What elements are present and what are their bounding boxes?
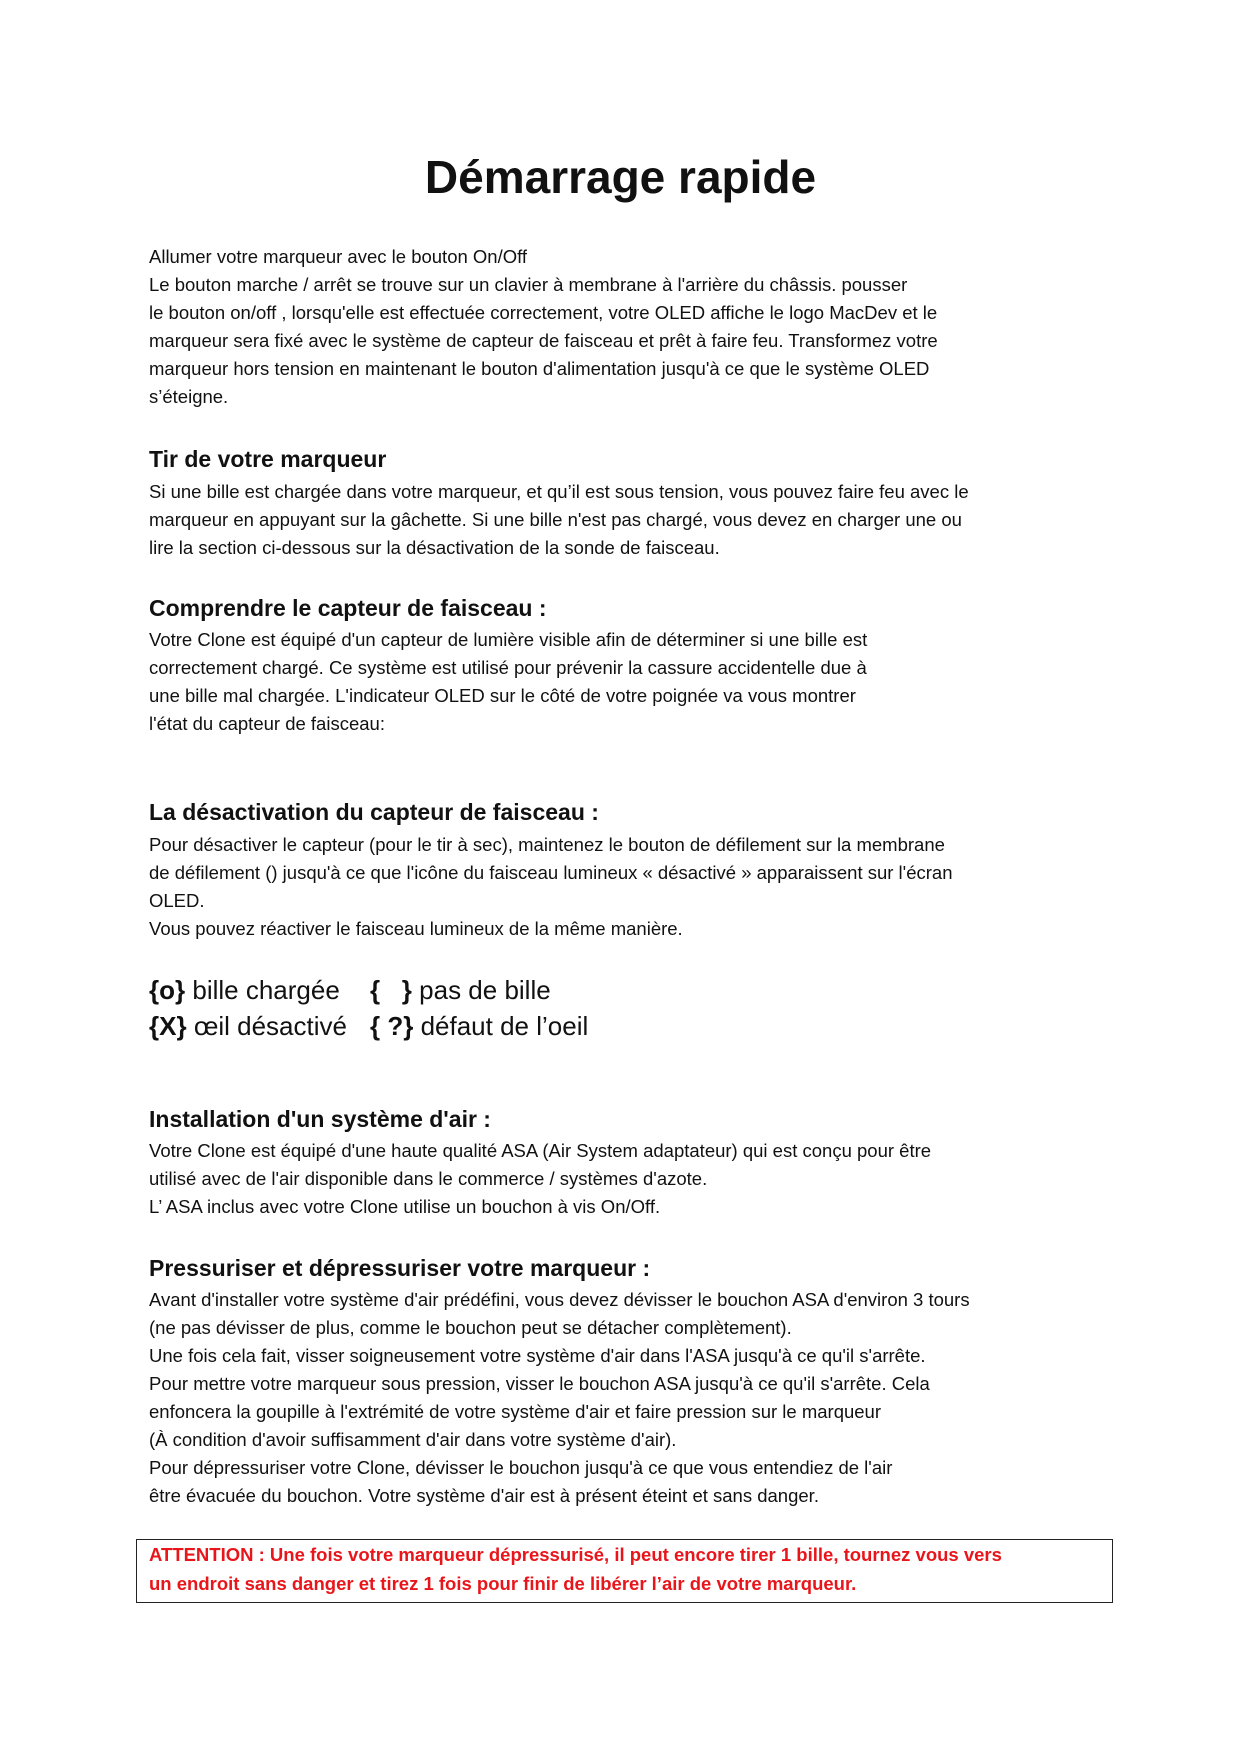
text-line: correctement chargé. Ce système est utilisé pour prévenir la cassure accidentelle due à <box>149 657 867 678</box>
legend-symbol: {X} <box>149 1011 187 1041</box>
text-line: Pour mettre votre marqueur sous pression, visser le bouchon ASA jusqu'à ce qu'il s'arrête. Cela <box>149 1373 930 1394</box>
legend-row <box>370 1008 588 1044</box>
text-line: (À condition d'avoir suffisamment d'air dans votre système d'air). <box>149 1429 677 1450</box>
attention-box <box>136 1539 1113 1603</box>
legend-symbol: { ?} <box>370 1011 414 1041</box>
legend-label: bille chargée <box>192 975 340 1005</box>
section-paragraph <box>149 831 952 943</box>
text-line: l'état du capteur de faisceau: <box>149 713 385 734</box>
text-line: lire la section ci-dessous sur la désactivation de la sonde de faisceau. <box>149 537 720 558</box>
text-line: utilisé avec de l'air disponible dans le commerce / systèmes d'azote. <box>149 1168 708 1189</box>
section-heading: Comprendre le capteur de faisceau : <box>149 595 547 621</box>
attention-line: ATTENTION : Une fois votre marqueur dépressurisé, il peut encore tirer 1 bille, tournez vous vers <box>149 1544 1002 1565</box>
text-line: L’ ASA inclus avec votre Clone utilise un bouchon à vis On/Off. <box>149 1196 661 1217</box>
legend-row <box>149 972 340 1008</box>
text-line: OLED. <box>149 890 205 911</box>
text-line: enfoncera la goupille à l'extrémité de votre système d'air et faire pression sur le marqueur <box>149 1401 882 1422</box>
legend-row <box>149 1008 347 1044</box>
text-line: Votre Clone est équipé d'un capteur de lumière visible afin de déterminer si une bille est <box>149 629 868 650</box>
text-line: marqueur hors tension en maintenant le bouton d'alimentation jusqu'à ce que le système OLED <box>149 358 930 379</box>
text-line: de défilement () jusqu'à ce que l'icône du faisceau lumineux « désactivé » apparaissent sur l'écran <box>149 862 953 883</box>
section-heading: La désactivation du capteur de faisceau : <box>149 799 599 825</box>
text-line: Votre Clone est équipé d'une haute qualité ASA (Air System adaptateur) qui est conçu pour être <box>149 1140 932 1161</box>
legend-label: œil désactivé <box>193 1011 347 1041</box>
text-line: (ne pas dévisser de plus, comme le bouchon peut se détacher complètement). <box>149 1317 792 1338</box>
text-line: le bouton on/off , lorsqu'elle est effectuée correctement, votre OLED affiche le logo MacDev et le <box>149 302 938 323</box>
page-title: Démarrage rapide <box>424 151 817 203</box>
text-line: marqueur en appuyant sur la gâchette. Si une bille n'est pas chargé, vous devez en charger une ou <box>149 509 962 530</box>
text-line: Si une bille est chargée dans votre marqueur, et qu’il est sous tension, vous pouvez faire feu avec le <box>149 481 969 502</box>
text-line: Une fois cela fait, visser soigneusement votre système d'air dans l'ASA jusqu'à ce qu'il s'arrête. <box>149 1345 926 1366</box>
legend-label: pas de bille <box>419 975 551 1005</box>
text-line: Allumer votre marqueur avec le bouton On/Off <box>149 246 528 267</box>
text-line: une bille mal chargée. L'indicateur OLED sur le côté de votre poignée va vous montrer <box>149 685 856 706</box>
text-line: marqueur sera fixé avec le système de capteur de faisceau et prêt à faire feu. Transformez votre <box>149 330 938 351</box>
section-paragraph <box>149 1286 970 1510</box>
section-heading: Installation d'un système d'air : <box>149 1106 491 1132</box>
legend-row <box>370 972 551 1008</box>
text-line: Avant d'installer votre système d'air prédéfini, vous devez dévisser le bouchon ASA d'environ 3 tours <box>149 1289 970 1310</box>
legend-label: défaut de l’oeil <box>420 1011 589 1041</box>
text-line: Pour dépressuriser votre Clone, dévisser le bouchon jusqu'à ce que vous entendiez de l'air <box>149 1457 893 1478</box>
text-line: s’éteigne. <box>149 386 229 407</box>
section-heading: Tir de votre marqueur <box>149 446 387 472</box>
legend-symbol: {o} <box>149 975 186 1005</box>
legend-symbol: { } <box>370 975 412 1005</box>
text-line: Vous pouvez réactiver le faisceau lumineux de la même manière. <box>149 918 683 939</box>
intro-paragraph <box>149 243 938 411</box>
text-line: être évacuée du bouchon. Votre système d'air est à présent éteint et sans danger. <box>149 1485 819 1506</box>
section-paragraph <box>149 1137 931 1221</box>
section-paragraph <box>149 626 867 738</box>
text-line: Le bouton marche / arrêt se trouve sur un clavier à membrane à l'arrière du châssis. pousser <box>149 274 908 295</box>
section-paragraph <box>149 478 969 562</box>
text-line: Pour désactiver le capteur (pour le tir à sec), maintenez le bouton de défilement sur la membrane <box>149 834 945 855</box>
section-heading: Pressuriser et dépressuriser votre marqueur : <box>149 1255 651 1281</box>
attention-line: un endroit sans danger et tirez 1 fois pour finir de libérer l’air de votre marqueur. <box>149 1573 857 1594</box>
